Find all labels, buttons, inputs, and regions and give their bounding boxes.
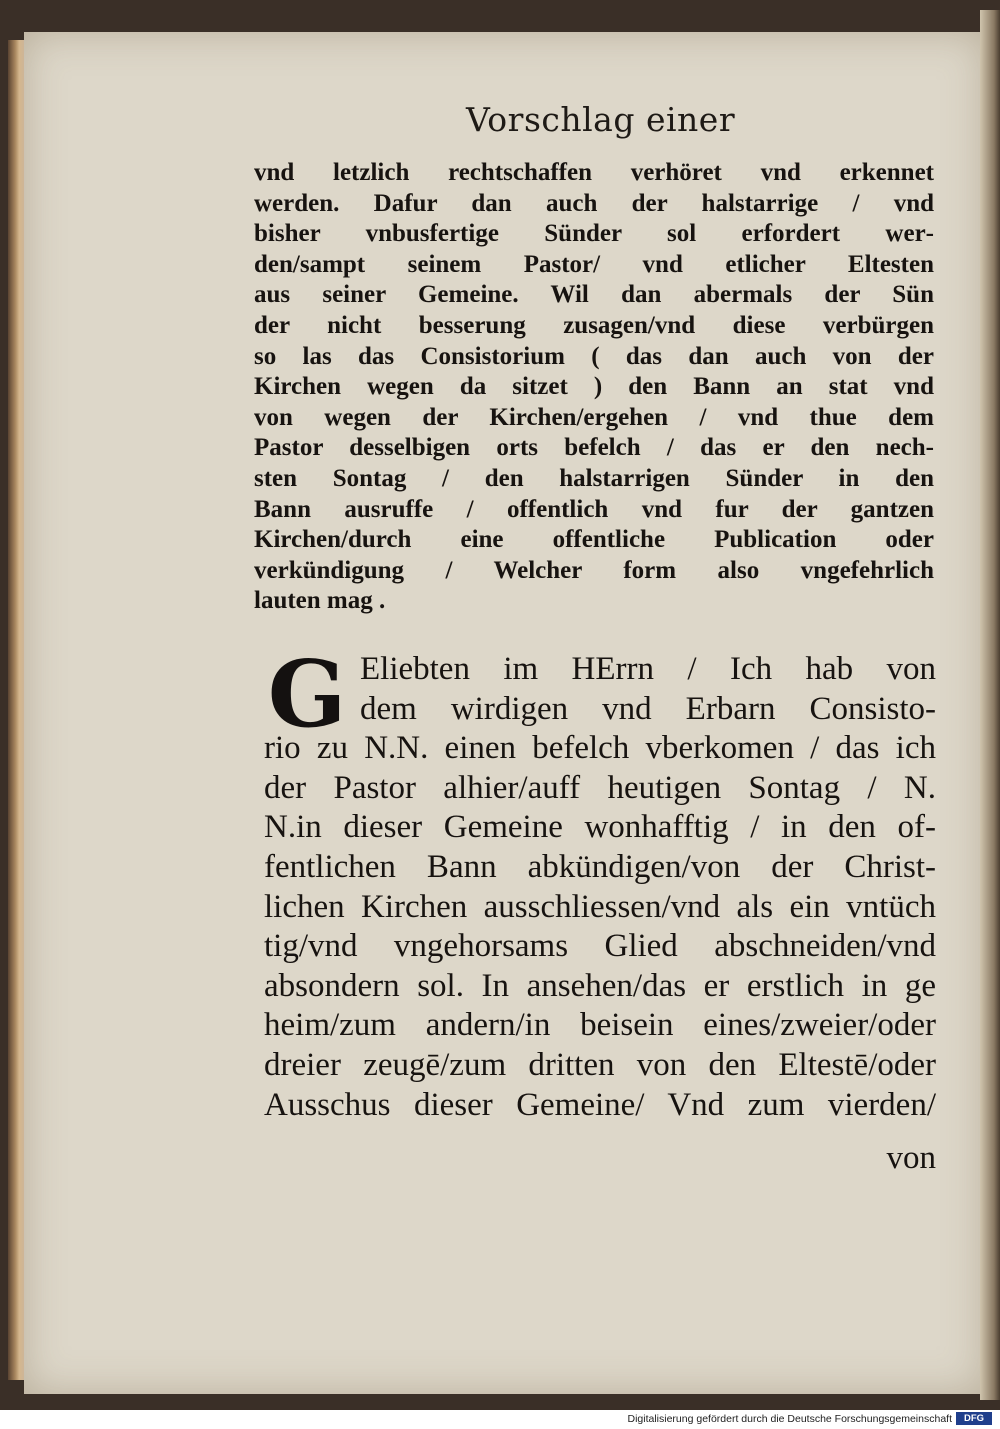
text-line: rio zu N.N. einen befelch vberkomen / das ich	[264, 730, 936, 767]
text-line: von wegen der Kirchen/ergehen / vnd thue dem	[254, 403, 934, 431]
text-line: Kirchen/durch eine offentliche Publication oder	[254, 526, 934, 554]
text-line: heim/zum andern/in beisein eines/zweier/oder	[264, 1007, 936, 1044]
text-line: Ausschus dieser Gemeine/ Vnd zum vierden/	[264, 1086, 936, 1123]
paragraph-1	[254, 158, 934, 617]
text-line: tig/vnd vngehorsams Glied abschneiden/vnd	[264, 928, 936, 965]
catchword: von	[886, 1140, 936, 1176]
text-line: lichen Kirchen ausschliessen/vnd als ein vntüch	[264, 888, 936, 925]
text-line: lauten mag .	[254, 587, 386, 615]
text-line: fentlichen Bann abkündigen/von der Christ‑	[264, 848, 936, 885]
text-line: aus seiner Gemeine. Wil dan abermals der Sün	[254, 281, 934, 309]
text-line: dreier zeugē/zum dritten von den Eltestē/oder	[264, 1046, 936, 1083]
text-line: den/sampt seinem Pastor/ vnd etlicher Eltesten	[254, 250, 934, 278]
text-line: Pastor desselbigen orts befelch / das er den nech‑	[254, 434, 934, 462]
text-line: Kirchen wegen da sitzet ) den Bann an stat vnd	[254, 373, 934, 401]
text-line: absondern sol. In ansehen/das er erstlich in ge	[264, 967, 936, 1004]
dfg-logo[interactable]: DFG	[956, 1412, 992, 1425]
text-line: N.in dieser Gemeine wonhafftig / in den of‑	[264, 809, 936, 846]
text-line: bisher vnbusfertige Sünder sol erfordert wer‑	[254, 220, 934, 248]
text-line: der Pastor alhier/auff heutigen Sontag / N.	[264, 769, 936, 806]
text-line: vnd letzlich rechtschaffen verhöret vnd erkennet	[254, 159, 934, 186]
book-spine-edge	[8, 40, 24, 1380]
text-line: sten Sontag / den halstarrigen Sünder in den	[254, 464, 934, 492]
text-line: dem wirdigen vnd Erbarn Consisto‑	[360, 690, 936, 727]
decorated-initial: G	[267, 640, 347, 748]
text-line: verkündigung / Welcher form also vngefehrlich	[254, 556, 934, 584]
text-line: Bann ausruffe / offentlich vnd fur der gantzen	[254, 495, 934, 523]
text-line: werden. Dafur dan auch der halstarrige / vnd	[254, 189, 934, 217]
paragraph-2	[264, 640, 936, 1125]
funding-credit: Digitalisierung gefördert durch die Deutsche Forschungsgemeinschaft	[627, 1413, 952, 1425]
running-head: Vorschlag einer	[466, 100, 736, 139]
text-line: Eliebten im HErrn / Ich hab von	[360, 651, 936, 687]
text-line: der nicht besserung zusagen/vnd diese verbürgen	[254, 311, 934, 339]
text-line: so las das Consistorium ( das dan auch von der	[254, 342, 934, 370]
page-right-edge	[980, 10, 1000, 1400]
